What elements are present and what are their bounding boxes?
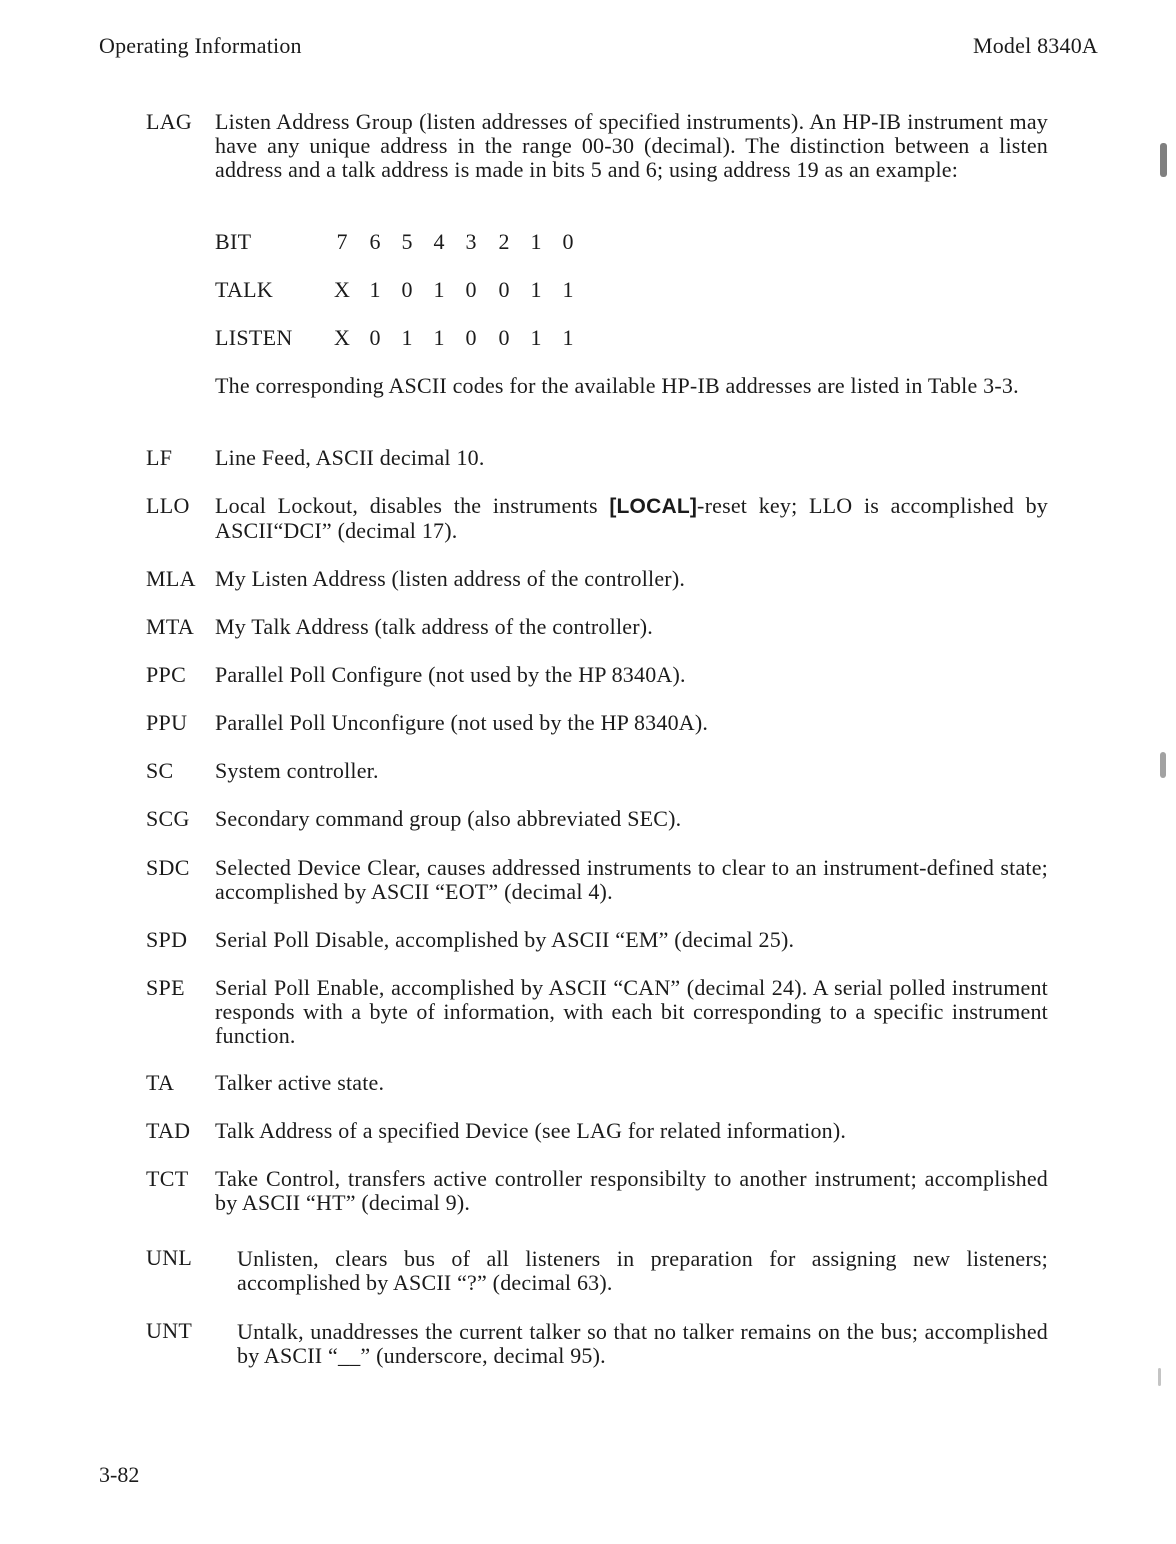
definition-llo xyxy=(215,494,1048,543)
bit-cell: 0 xyxy=(498,277,510,302)
bit-cell: 1 xyxy=(530,325,542,350)
definition-mla: My Listen Address (listen address of the controller). xyxy=(215,566,686,591)
llo-text-after: -reset key; LLO is accomplished by ASCII“DCI” (decimal 17). xyxy=(215,493,1048,543)
bit-cell: 5 xyxy=(401,229,413,254)
term-scg: SCG xyxy=(146,806,190,831)
term-lf: LF xyxy=(146,445,173,470)
definition-lag: Listen Address Group (listen addresses of specified instruments). An HP-IB instrument may have any unique address in the range 00-30 (decimal). The distinction between a listen address and a talk address is made in bits 5 and 6; using address 19 as an example: xyxy=(215,109,1048,182)
bit-cell: 7 xyxy=(336,229,348,254)
term-sc: SC xyxy=(146,758,174,783)
definition-ppc: Parallel Poll Configure (not used by the HP 8340A). xyxy=(215,662,686,687)
definition-spe: Serial Poll Enable, accomplished by ASCII “CAN” (decimal 24). A serial polled instrument responds with a byte of information, with each bit corresponding to a specific instrument function. xyxy=(215,975,1048,1048)
llo-text-before: Local Lockout, disables the instruments xyxy=(215,493,610,518)
bit-cell: X xyxy=(334,325,350,350)
term-tct: TCT xyxy=(146,1166,189,1191)
bit-cell: 0 xyxy=(465,325,477,350)
term-sdc: SDC xyxy=(146,855,190,880)
scan-mark xyxy=(1158,1368,1161,1386)
bit-table-row-label: TALK xyxy=(215,277,274,302)
bit-cell: 1 xyxy=(369,277,381,302)
page-number: 3-82 xyxy=(99,1462,140,1487)
bit-cell: 0 xyxy=(562,229,574,254)
term-unt: UNT xyxy=(146,1318,193,1343)
definition-ppu: Parallel Poll Unconfigure (not used by the HP 8340A). xyxy=(215,710,709,735)
bit-cell: 3 xyxy=(465,229,477,254)
scan-mark xyxy=(1160,143,1167,177)
bit-cell: 1 xyxy=(562,277,574,302)
bit-cell: 0 xyxy=(498,325,510,350)
scan-mark xyxy=(1160,752,1166,778)
bit-cell: 1 xyxy=(433,277,445,302)
bit-cell: 1 xyxy=(401,325,413,350)
bit-cell: 0 xyxy=(465,277,477,302)
bit-cell: 0 xyxy=(401,277,413,302)
term-spe: SPE xyxy=(146,975,185,1000)
definition-spd: Serial Poll Disable, accomplished by ASCII “EM” (decimal 25). xyxy=(215,927,795,952)
definition-lf: Line Feed, ASCII decimal 10. xyxy=(215,445,485,470)
bit-cell: 4 xyxy=(433,229,445,254)
definition-sdc: Selected Device Clear, causes addressed instruments to clear to an instrument-defined state; accomplished by ASCII “EOT” (decimal 4). xyxy=(215,855,1048,904)
bit-cell: 0 xyxy=(369,325,381,350)
lag-note: The corresponding ASCII codes for the available HP-IB addresses are listed in Table 3-3. xyxy=(215,373,1019,398)
definition-tad: Talk Address of a specified Device (see LAG for related information). xyxy=(215,1118,847,1143)
local-key-label: [LOCAL] xyxy=(609,495,698,518)
bit-cell: 1 xyxy=(530,277,542,302)
bit-table-row-label: BIT xyxy=(215,229,252,254)
page-header-left: Operating Information xyxy=(99,33,302,58)
bit-cell: 6 xyxy=(369,229,381,254)
term-tad: TAD xyxy=(146,1118,191,1143)
bit-cell: 1 xyxy=(562,325,574,350)
term-lag: LAG xyxy=(146,109,193,134)
term-llo: LLO xyxy=(146,493,190,518)
term-mla: MLA xyxy=(146,566,196,591)
definition-unt: Untalk, unaddresses the current talker so that no talker remains on the bus; accomplished by ASCII “__” (underscore, decimal 95). xyxy=(237,1319,1048,1368)
page-header-right: Model 8340A xyxy=(972,33,1098,58)
term-ta: TA xyxy=(146,1070,175,1095)
definition-unl: Unlisten, clears bus of all listeners in preparation for assigning new listeners; accomplished by ASCII “?” (decimal 63). xyxy=(237,1246,1048,1295)
bit-cell: 1 xyxy=(530,229,542,254)
bit-cell: 1 xyxy=(433,325,445,350)
definition-mta: My Talk Address (talk address of the controller). xyxy=(215,614,653,639)
bit-table-row-label: LISTEN xyxy=(215,325,293,350)
definition-scg: Secondary command group (also abbreviated SEC). xyxy=(215,806,682,831)
definition-sc: System controller. xyxy=(215,758,379,783)
term-ppu: PPU xyxy=(146,710,188,735)
term-mta: MTA xyxy=(146,614,195,639)
term-spd: SPD xyxy=(146,927,188,952)
term-unl: UNL xyxy=(146,1245,193,1270)
bit-cell: X xyxy=(334,277,350,302)
bit-cell: 2 xyxy=(498,229,510,254)
term-ppc: PPC xyxy=(146,662,187,687)
definition-tct: Take Control, transfers active controller responsibilty to another instrument; accomplished by ASCII “HT” (decimal 9). xyxy=(215,1166,1048,1215)
definition-ta: Talker active state. xyxy=(215,1070,385,1095)
